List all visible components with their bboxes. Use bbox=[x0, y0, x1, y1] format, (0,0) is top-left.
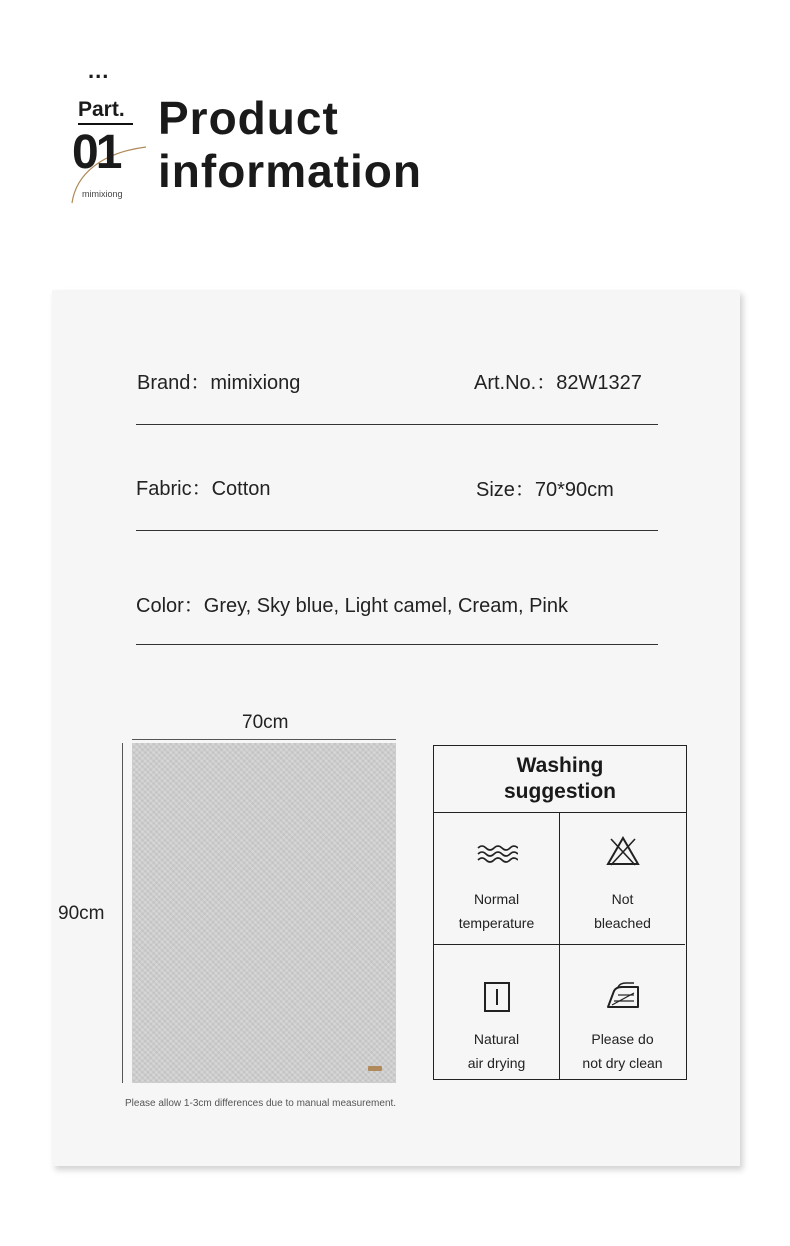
water-waves-icon bbox=[476, 843, 518, 865]
wash-label-line1: Natural bbox=[473, 1031, 520, 1047]
ellipsis-dots: ... bbox=[88, 58, 110, 83]
fabric-text: Fabric：Cotton bbox=[136, 478, 271, 500]
divider bbox=[136, 424, 658, 425]
blanket-label-tag bbox=[368, 1066, 382, 1071]
wash-label-line2: temperature bbox=[458, 915, 535, 931]
width-label: 70cm bbox=[242, 712, 289, 733]
part-underline bbox=[78, 123, 133, 125]
height-label: 90cm bbox=[58, 903, 105, 924]
wash-item-dry-clean bbox=[560, 945, 685, 1079]
page-title-line1: Product bbox=[158, 92, 339, 144]
width-dimension-line bbox=[132, 739, 396, 740]
wash-item-drying bbox=[434, 945, 560, 1079]
washing-suggestion-box bbox=[433, 745, 687, 1080]
wash-label bbox=[560, 887, 685, 935]
wash-label-line1: Not bbox=[611, 891, 634, 907]
divider bbox=[136, 530, 658, 531]
washing-title-line2: suggestion bbox=[503, 780, 616, 803]
washing-title-line1: Washing bbox=[516, 754, 604, 777]
part-number: 01 bbox=[72, 126, 120, 179]
color-text: Color：Grey, Sky blue, Light camel, Cream, Pink bbox=[136, 595, 569, 617]
height-dimension-line bbox=[122, 743, 123, 1083]
page-title-line2: information bbox=[158, 145, 422, 197]
wash-item-temperature bbox=[434, 813, 560, 945]
wash-label-line1: Please do bbox=[591, 1031, 654, 1047]
crossed-triangle-icon bbox=[605, 835, 641, 867]
wash-label-line2: not dry clean bbox=[582, 1055, 663, 1071]
washing-title bbox=[434, 746, 686, 813]
blanket-image bbox=[132, 743, 396, 1083]
art-no-text: Art.No.：82W1327 bbox=[474, 372, 642, 394]
wash-label-line2: air drying bbox=[467, 1055, 526, 1071]
part-label: Part. bbox=[78, 98, 125, 121]
brand-text: Brand：mimixiong bbox=[137, 372, 301, 394]
wash-label-line1: Normal bbox=[473, 891, 520, 907]
wash-label bbox=[560, 1027, 685, 1075]
measurement-note: Please allow 1-3cm differences due to manual measurement. bbox=[125, 1098, 397, 1109]
wash-label-line2: bleached bbox=[594, 915, 651, 931]
part-badge bbox=[70, 95, 150, 205]
part-brand: mimixiong bbox=[82, 189, 123, 199]
wash-label bbox=[434, 887, 559, 935]
iron-icon bbox=[604, 981, 642, 1011]
size-text: Size：70*90cm bbox=[476, 479, 614, 501]
washing-grid bbox=[434, 813, 686, 1079]
divider bbox=[136, 644, 658, 645]
wash-item-bleach bbox=[560, 813, 685, 945]
drying-frame-icon bbox=[483, 981, 511, 1013]
wash-label bbox=[434, 1027, 559, 1075]
info-card bbox=[52, 290, 740, 1166]
